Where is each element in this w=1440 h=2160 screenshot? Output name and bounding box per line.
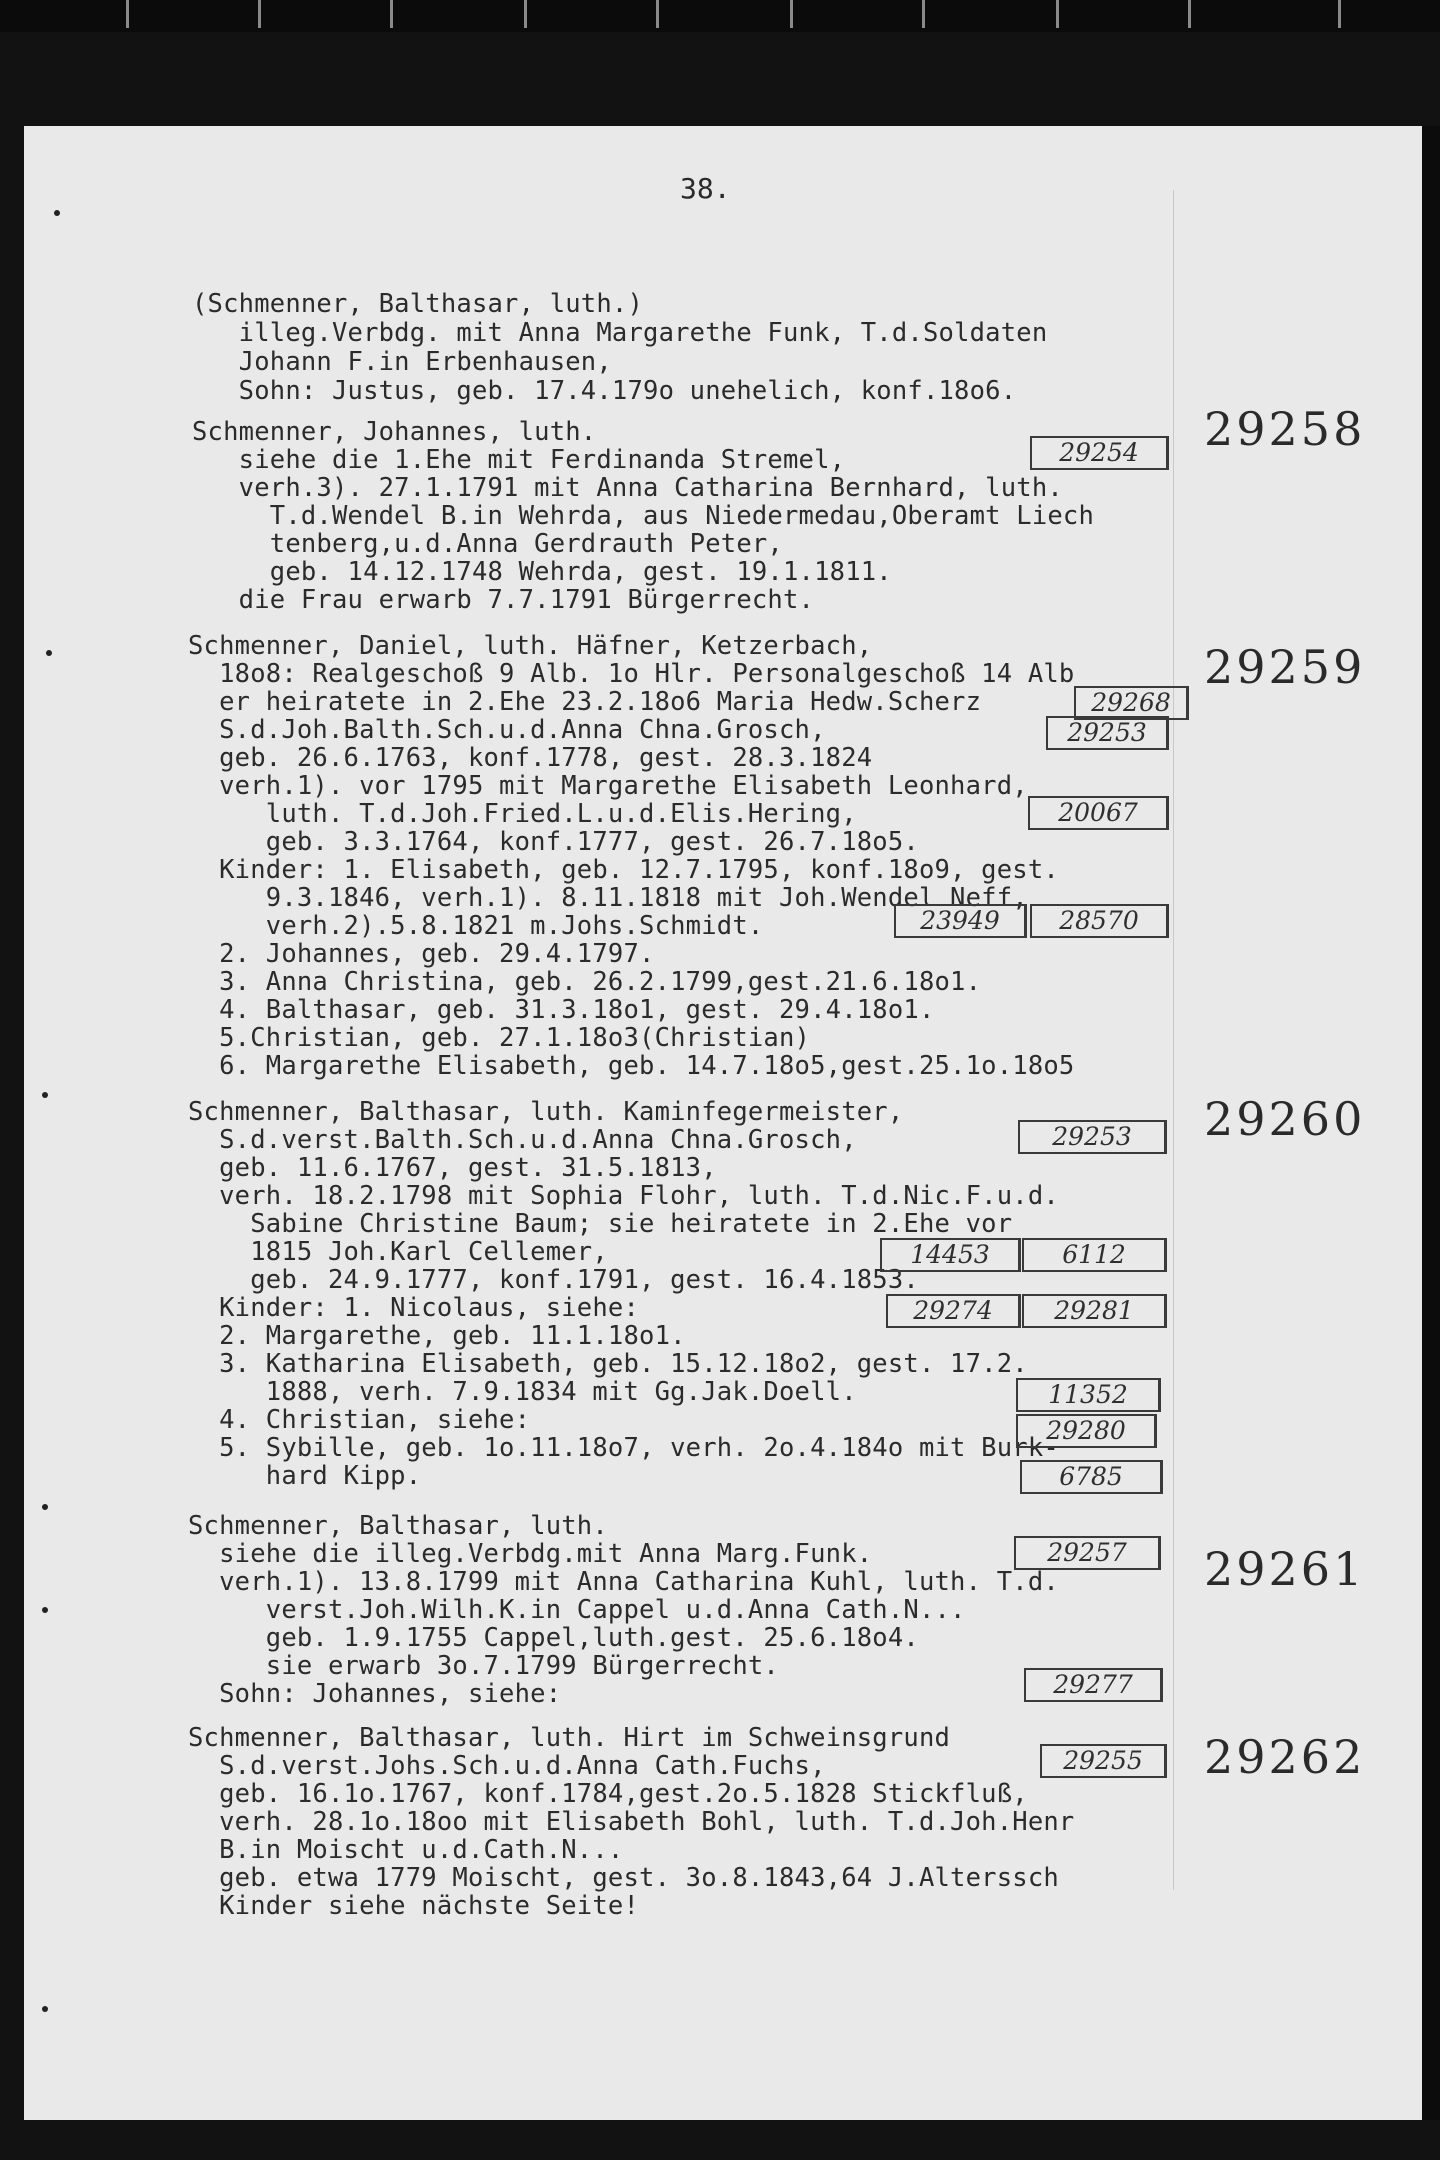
entry-line: geb. 24.9.1777, konf.1791, gest. 16.4.1853. [188, 1265, 919, 1295]
punch-hole-dot [42, 1092, 48, 1098]
entry-line: illeg.Verbdg. mit Anna Margarethe Funk, T.d.Soldaten [192, 318, 1048, 348]
record-number: 29258 [1204, 402, 1366, 456]
entry-line: verh.2).5.8.1821 m.Johs.Schmidt. [188, 911, 764, 941]
entry-line: geb. 26.6.1763, konf.1778, gest. 28.3.1824 [188, 743, 873, 773]
entry-line: 1888, verh. 7.9.1834 mit Gg.Jak.Doell. [188, 1377, 857, 1407]
entry-line: S.d.verst.Johs.Sch.u.d.Anna Cath.Fuchs, [188, 1751, 826, 1781]
entry-line: geb. 1.9.1755 Cappel,luth.gest. 25.6.18o4. [188, 1623, 919, 1653]
page-edge-shadow [1422, 126, 1440, 2120]
handwritten-ref-box: 29254 [1030, 436, 1169, 470]
record-number: 29259 [1204, 640, 1366, 694]
entry-line: (Schmenner, Balthasar, luth.) [192, 289, 644, 319]
handwritten-ref-box: 11352 [1016, 1378, 1161, 1412]
entry-line: 3. Katharina Elisabeth, geb. 15.12.18o2, gest. 17.2. [188, 1349, 1028, 1379]
entry-line: 18o8: Realgeschoß 9 Alb. 1o Hlr. Personalgeschoß 14 Alb [188, 659, 1075, 689]
entry-line: 2. Johannes, geb. 29.4.1797. [188, 939, 655, 969]
film-edge-mark [390, 0, 393, 28]
entry-line: 4. Christian, siehe: [188, 1405, 531, 1435]
entry-line: Kinder: 1. Elisabeth, geb. 12.7.1795, konf.18o9, gest. [188, 855, 1059, 885]
entry-line: 4. Balthasar, geb. 31.3.18o1, gest. 29.4.18o1. [188, 995, 935, 1025]
entry-line: 5. Sybille, geb. 1o.11.18o7, verh. 2o.4.184o mit Burk- [188, 1433, 1059, 1463]
entry-line: 2. Margarethe, geb. 11.1.18o1. [188, 1321, 686, 1351]
handwritten-ref-box: 28570 [1030, 904, 1169, 938]
handwritten-ref-box: 29280 [1016, 1414, 1157, 1448]
entry-line: geb. 11.6.1767, gest. 31.5.1813, [188, 1153, 717, 1183]
entry-line: 6. Margarethe Elisabeth, geb. 14.7.18o5,gest.25.1o.18o5 [188, 1051, 1075, 1081]
entry-line: geb. 14.12.1748 Wehrda, gest. 19.1.1811. [192, 557, 892, 587]
punch-hole-dot [42, 1504, 48, 1510]
entry-line: verst.Joh.Wilh.K.in Cappel u.d.Anna Cath.N... [188, 1595, 966, 1625]
entry-line: T.d.Wendel B.in Wehrda, aus Niedermedau,Oberamt Liech [192, 501, 1095, 531]
entry-line: 3. Anna Christina, geb. 26.2.1799,gest.21.6.18o1. [188, 967, 982, 997]
film-edge-mark [1056, 0, 1059, 28]
film-edge-mark [922, 0, 925, 28]
film-edge-mark [258, 0, 261, 28]
entry-line: luth. T.d.Joh.Fried.L.u.d.Elis.Hering, [188, 799, 857, 829]
entry-line: geb. 3.3.1764, konf.1777, gest. 26.7.18o5. [188, 827, 919, 857]
entry-line: S.d.Joh.Balth.Sch.u.d.Anna Chna.Grosch, [188, 715, 826, 745]
page-number: 38. [680, 172, 731, 205]
film-edge-mark [126, 0, 129, 28]
entry-line: 5.Christian, geb. 27.1.18o3(Christian) [188, 1023, 811, 1053]
handwritten-ref-box: 29281 [1022, 1294, 1167, 1328]
entry-line: geb. etwa 1779 Moischt, gest. 3o.8.1843,64 J.Alterssch [188, 1863, 1059, 1893]
entry-line: siehe die 1.Ehe mit Ferdinanda Stremel, [192, 445, 846, 475]
margin-rule [1173, 190, 1174, 1890]
handwritten-ref-box: 6112 [1022, 1238, 1167, 1272]
entry-line: Johann F.in Erbenhausen, [192, 347, 612, 377]
handwritten-ref-box: 20067 [1028, 796, 1169, 830]
entry-line: Sabine Christine Baum; sie heiratete in 2.Ehe vor [188, 1209, 1013, 1239]
entry-line: 9.3.1846, verh.1). 8.11.1818 mit Joh.Wendel Neff, [188, 883, 1028, 913]
handwritten-ref-box: 29253 [1046, 716, 1169, 750]
entry-line: er heiratete in 2.Ehe 23.2.18o6 Maria Hedw.Scherz [188, 687, 982, 717]
handwritten-ref-box: 29255 [1040, 1744, 1167, 1778]
record-number: 29260 [1204, 1092, 1366, 1146]
handwritten-ref-box: 6785 [1020, 1460, 1163, 1494]
entry-line: verh. 18.2.1798 mit Sophia Flohr, luth. T.d.Nic.F.u.d. [188, 1181, 1059, 1211]
film-edge-mark [1188, 0, 1191, 28]
handwritten-ref-box: 14453 [880, 1238, 1021, 1272]
entry-line: Schmenner, Balthasar, luth. [188, 1511, 608, 1541]
entry-line: siehe die illeg.Verbdg.mit Anna Marg.Funk. [188, 1539, 873, 1569]
entry-line: geb. 16.1o.1767, konf.1784,gest.2o.5.1828 Stickfluß, [188, 1779, 1028, 1809]
record-number: 29261 [1204, 1542, 1366, 1596]
entry-line: verh.1). 13.8.1799 mit Anna Catharina Kuhl, luth. T.d. [188, 1567, 1059, 1597]
entry-line: verh.1). vor 1795 mit Margarethe Elisabeth Leonhard, [188, 771, 1028, 801]
entry-line: Schmenner, Johannes, luth. [192, 417, 597, 447]
entry-line: Kinder siehe nächste Seite! [188, 1891, 640, 1921]
handwritten-ref-box: 29253 [1018, 1120, 1167, 1154]
handwritten-ref-box: 29268 [1074, 686, 1189, 720]
punch-hole-dot [42, 1607, 48, 1613]
entry-line: sie erwarb 3o.7.1799 Bürgerrecht. [188, 1651, 779, 1681]
entry-line: Sohn: Johannes, siehe: [188, 1679, 562, 1709]
scanner-top-bar [0, 0, 1440, 32]
punch-hole-dot [54, 210, 60, 216]
entry-line: Schmenner, Daniel, luth. Häfner, Ketzerbach, [188, 631, 873, 661]
handwritten-ref-box: 29257 [1014, 1536, 1161, 1570]
film-edge-mark [790, 0, 793, 28]
entry-line: verh.3). 27.1.1791 mit Anna Catharina Bernhard, luth. [192, 473, 1063, 503]
record-number: 29262 [1204, 1730, 1366, 1784]
entry-line: Kinder: 1. Nicolaus, siehe: [188, 1293, 640, 1323]
entry-line: Schmenner, Balthasar, luth. Kaminfegermeister, [188, 1097, 904, 1127]
handwritten-ref-box: 23949 [894, 904, 1027, 938]
entry-line: die Frau erwarb 7.7.1791 Bürgerrecht. [192, 585, 815, 615]
handwritten-ref-box: 29277 [1024, 1668, 1163, 1702]
film-edge-mark [1338, 0, 1341, 28]
entry-line: Sohn: Justus, geb. 17.4.179o unehelich, konf.18o6. [192, 376, 1017, 406]
entry-line: 1815 Joh.Karl Cellemer, [188, 1237, 608, 1267]
handwritten-ref-box: 29274 [886, 1294, 1021, 1328]
entry-line: Schmenner, Balthasar, luth. Hirt im Schweinsgrund [188, 1723, 951, 1753]
punch-hole-dot [46, 650, 52, 656]
entry-line: hard Kipp. [188, 1461, 422, 1491]
punch-hole-dot [42, 2006, 48, 2012]
entry-line: tenberg,u.d.Anna Gerdrauth Peter, [192, 529, 783, 559]
film-edge-mark [656, 0, 659, 28]
film-edge-mark [524, 0, 527, 28]
entry-line: B.in Moischt u.d.Cath.N... [188, 1835, 624, 1865]
entry-line: S.d.verst.Balth.Sch.u.d.Anna Chna.Grosch, [188, 1125, 857, 1155]
entry-line: verh. 28.1o.18oo mit Elisabeth Bohl, luth. T.d.Joh.Henr [188, 1807, 1075, 1837]
